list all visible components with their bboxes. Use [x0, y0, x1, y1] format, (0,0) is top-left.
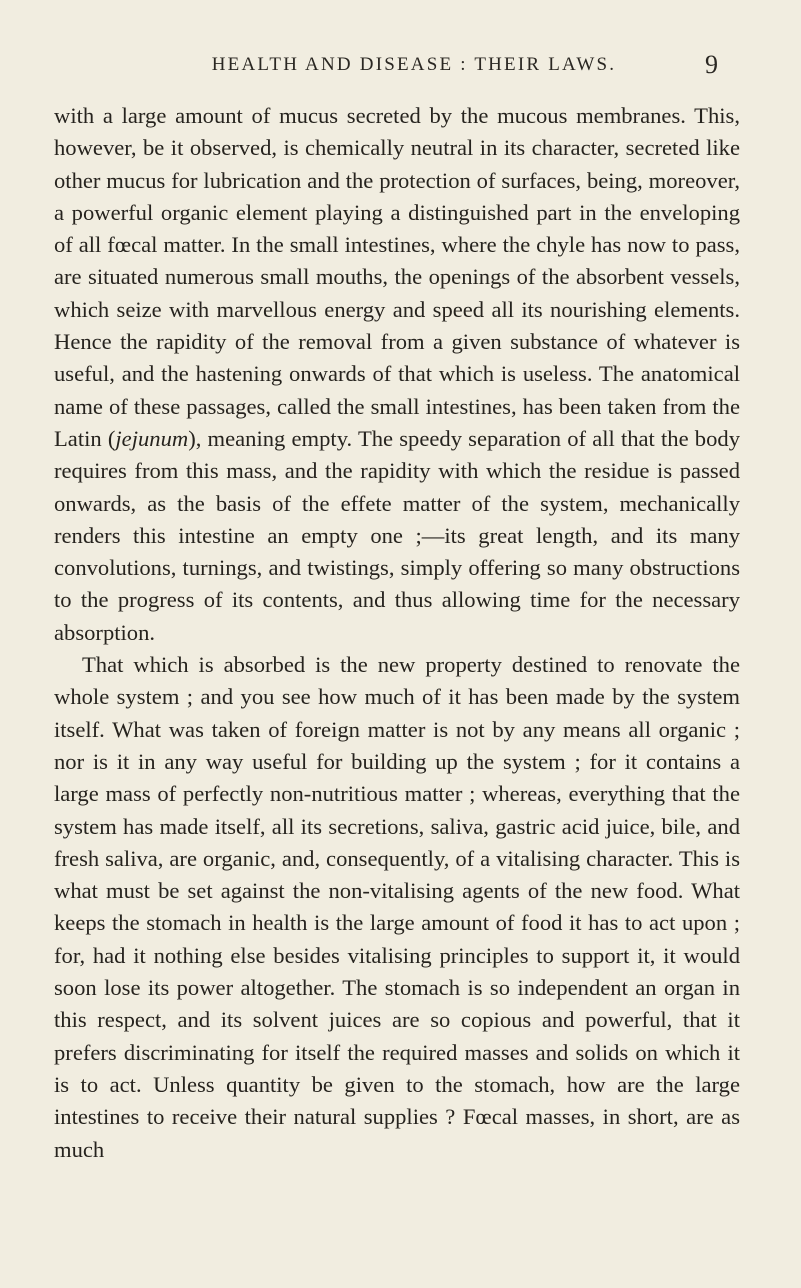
paragraph-1-part-a: with a large amount of mucus secreted by the mucous membranes. This, however, be it observed, is chemically neutral in its character, secreted like other mucus for lubrication and the protection of surfaces, being, moreover, a powerful organic element playing a distinguished part in the enveloping of all fœcal matter. In the small intestines, where the chyle has now to pass, are situated numerous small mouths, the openings of the absorbent vessels, which seize with marvellous energy and speed all its nourishing elements. Hence the rapidity of the removal from a given substance of whatever is useful, and the hastening onwards of that which is useless. The anatomical name of these passages, called the small intestines, has been taken from the Latin (	[54, 103, 740, 451]
paragraph-2: That which is absorbed is the new property destined to renovate the whole system ; and you see how much of it has been made by the system itself. What was taken of foreign matter is not by any means all organic ; nor is it in any way useful for building up the system ; for it contains a large mass of perfectly non-nutritious matter ; whereas, everything that the system has made itself, all its secretions, saliva, gastric acid juice, bile, and fresh saliva, are organic, and, consequently, of a vitalising character. This is what must be set against the non-vitalising agents of the new food. What keeps the stomach in health is the large amount of food it has to act upon ; for, had it nothing else besides vitalising principles to support it, it would soon lose its power altogether. The stomach is so independent an organ in this respect, and its solvent juices are so copious and powerful, that it prefers discriminating for itself the required masses and solids on which it is to act. Unless quantity be given to the stomach, how are the large intestines to receive their natural supplies ? Fœcal masses, in short, are as much	[54, 652, 740, 1162]
latin-term: jejunum	[115, 425, 189, 451]
paragraph-1-part-b: ), meaning empty. The speedy separation of all that the body requires from this mass, and the rapidity with which the residue is passed onwards, as the basis of the effete matter of the system, mechanically renders this intestine an empty one ;—its great length, and its many convolutions, turnings, and twistings, simply offering so many obstructions to the progress of its contents, and thus allowing time for the necessary absorption.	[54, 425, 740, 645]
running-title: HEALTH AND DISEASE : THEIR LAWS.	[211, 54, 617, 75]
body-text	[54, 100, 740, 1166]
paragraph-1	[54, 100, 740, 649]
running-head	[110, 48, 718, 82]
page-number: 9	[705, 50, 718, 79]
